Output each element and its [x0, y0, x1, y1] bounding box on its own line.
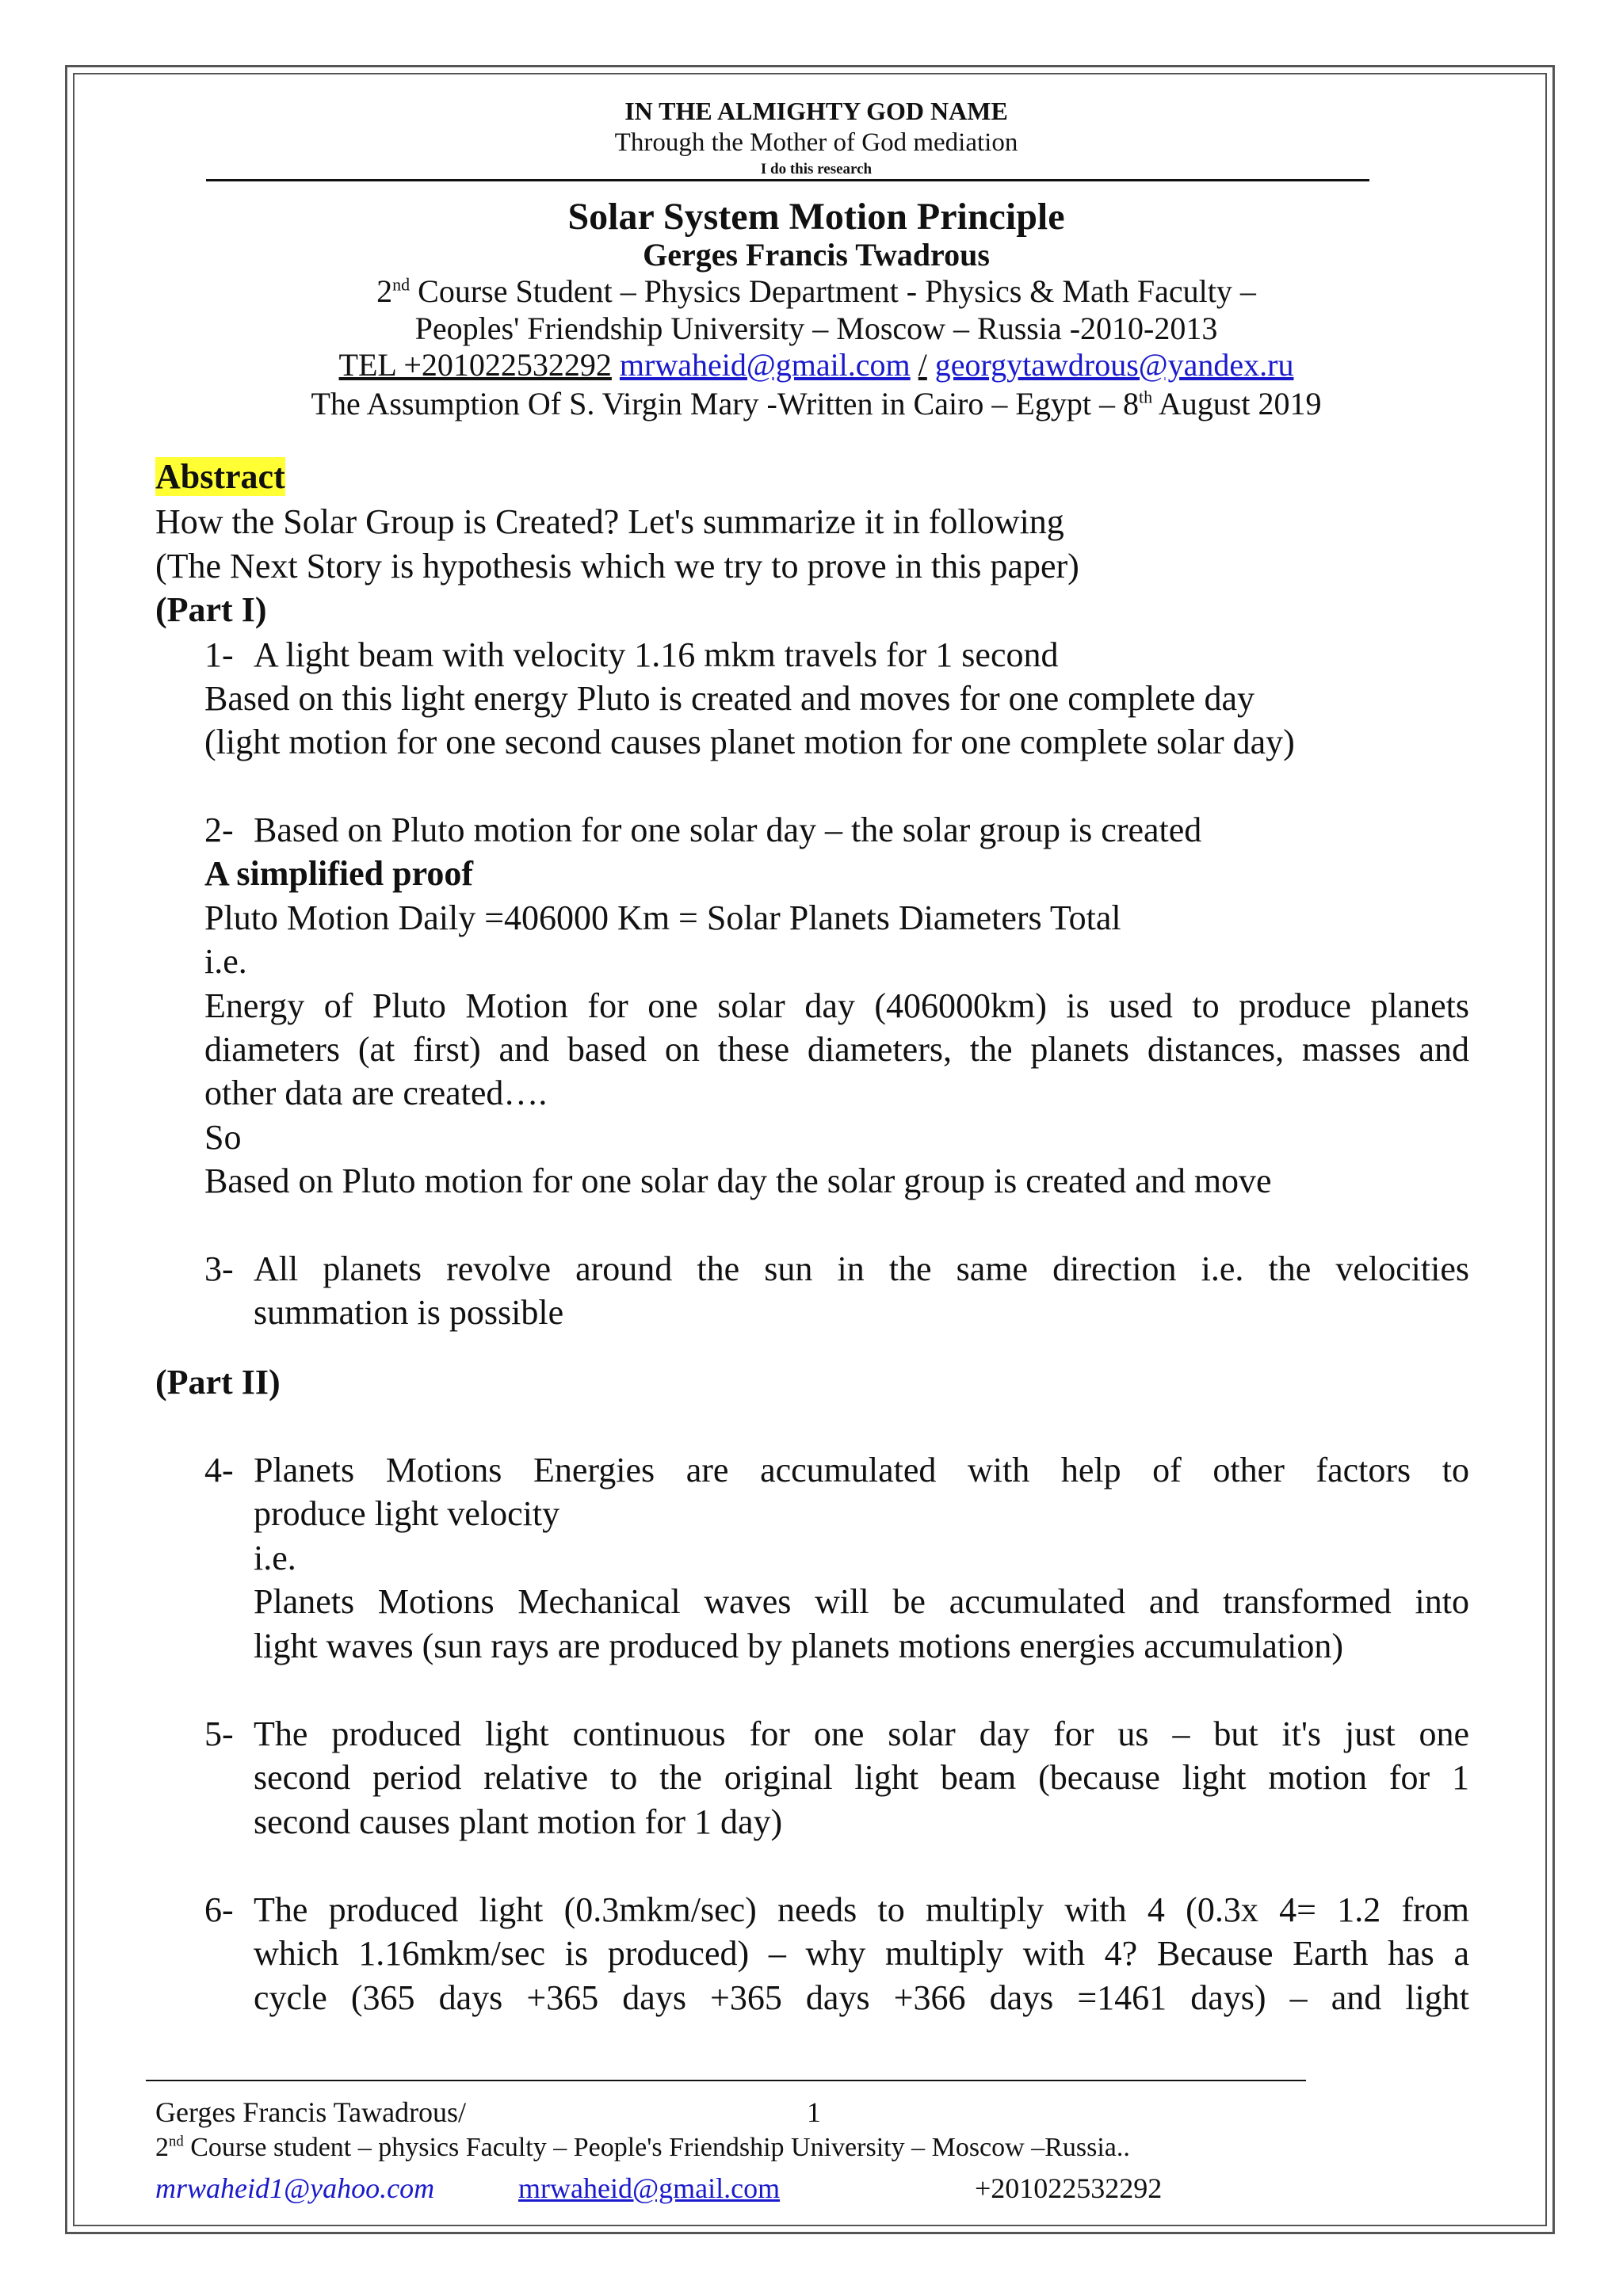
part-two-heading: (Part II) — [155, 1363, 281, 1402]
page-number: 1 — [807, 2096, 821, 2128]
affiliation-line-1 — [0, 273, 1623, 309]
footer-email-gmail[interactable]: mrwaheid@gmail.com — [518, 2172, 781, 2204]
list-item-text: light waves (sun rays are produced by planets motions energies accumulation) — [254, 1627, 1344, 1665]
author-name-text: Gerges Francis Twadrous — [643, 237, 990, 273]
footer-email-yahoo[interactable]: mrwaheid1@yahoo.com — [155, 2172, 435, 2204]
list-item-text: Based on Pluto motion for one solar day the solar group is created and move — [204, 1161, 1272, 1200]
abstract-intro-2: (The Next Story is hypothesis which we try to prove in this paper) — [155, 547, 1079, 585]
research-note: I do this research — [760, 161, 873, 177]
footer-author: Gerges Francis Tawadrous/ — [155, 2096, 467, 2128]
header-rule — [206, 179, 1369, 181]
list-item-text: A light beam with velocity 1.16 mkm travels for 1 second — [254, 635, 1059, 674]
list-item-text: summation is possible — [254, 1293, 564, 1332]
list-item-text: All planets revolve around the sun in the same direction i.e. the velocities — [254, 1249, 1469, 1288]
affiliation-number: 2 — [376, 273, 393, 309]
list-item-text: other data are created…. — [204, 1074, 548, 1112]
dateline-date: August 2019 — [1152, 386, 1322, 421]
footer-phone: +201022532292 — [975, 2172, 1163, 2204]
affiliation-text: Course Student – Physics Department - Physics & Math Faculty – — [418, 273, 1256, 309]
list-item-text: Based on this light energy Pluto is created and moves for one complete day — [204, 679, 1254, 718]
abstract-heading — [155, 457, 285, 496]
list-item-text: produce light velocity — [254, 1494, 560, 1533]
list-item-text: Planets Motions Energies are accumulated with help of other factors to — [254, 1451, 1469, 1489]
list-item-text: The produced light continuous for one solar day for us – but it's just one — [254, 1714, 1469, 1753]
list-item-text: Based on Pluto motion for one solar day – the solar group is created — [254, 810, 1202, 849]
footer-course-text: Course student – physics Faculty – People's Friendship University – Moscow –Russia.. — [183, 2133, 1130, 2162]
proof-heading: A simplified proof — [204, 854, 474, 893]
list-item-number: 5- — [204, 1714, 234, 1753]
list-item-text: Planets Motions Mechanical waves will be accumulated and transformed into — [254, 1582, 1469, 1621]
list-item-text: second causes plant motion for 1 day) — [254, 1802, 783, 1841]
footer-rule — [146, 2080, 1306, 2081]
list-item-number: 1- — [204, 635, 234, 674]
author-name — [0, 239, 1623, 271]
affiliation-ordinal: nd — [392, 274, 411, 295]
list-item-number: 2- — [204, 810, 234, 849]
list-item-text: diameters (at first) and based on these diameters, the planets distances, masses and — [204, 1030, 1469, 1069]
list-item-number: 6- — [204, 1890, 234, 1929]
footer-course — [155, 2134, 1130, 2161]
email-link-yandex[interactable]: georgytawdrous@yandex.ru — [934, 347, 1294, 383]
list-item-number: 3- — [204, 1249, 234, 1288]
email-link-gmail[interactable]: mrwaheid@gmail.com — [619, 347, 911, 383]
dateline-ordinal: th — [1138, 387, 1153, 407]
list-item-text: second period relative to the original light beam (because light motion for 1 — [254, 1758, 1469, 1797]
dateline — [0, 388, 1623, 420]
email-separator: / — [918, 347, 927, 383]
list-item-number: 4- — [204, 1451, 234, 1489]
list-item-text: Pluto Motion Daily =406000 Km = Solar Planets Diameters Total — [204, 898, 1121, 937]
abstract-intro-1: How the Solar Group is Created? Let's summarize it in following — [155, 502, 1064, 541]
list-item-text: which 1.16mkm/sec is produced) – why multiply with 4? Because Earth has a — [254, 1934, 1469, 1973]
list-item-text: cycle (365 days +365 days +365 days +366 days =1461 days) – and light — [254, 1978, 1469, 2017]
abstract-heading-text: Abstract — [155, 457, 285, 496]
list-item-text: Energy of Pluto Motion for one solar day (406000km) is used to produce planets — [204, 986, 1469, 1025]
list-item-text: (light motion for one second causes planet motion for one complete solar day) — [204, 723, 1295, 761]
dedication-line: IN THE ALMIGHTY GOD NAME — [624, 97, 1008, 125]
affiliation-line-2: Peoples' Friendship University – Moscow – Russia -2010-2013 — [414, 311, 1218, 346]
dateline-text: The Assumption Of S. Virgin Mary -Written in Cairo – Egypt – 8 — [311, 386, 1139, 421]
contact-line — [0, 349, 1623, 381]
part-one-heading: (Part I) — [155, 590, 267, 629]
list-item-text: i.e. — [204, 942, 247, 981]
list-item-text: So — [204, 1118, 242, 1157]
mediation-line: Through the Mother of God mediation — [614, 128, 1018, 157]
list-item-text: i.e. — [254, 1539, 296, 1577]
footer-course-ordinal: nd — [169, 2133, 184, 2150]
list-item-text: The produced light (0.3mkm/sec) needs to multiply with 4 (0.3x 4= 1.2 from — [254, 1890, 1469, 1929]
footer-course-number: 2 — [155, 2133, 169, 2162]
page-title: Solar System Motion Principle — [567, 196, 1065, 238]
telephone: TEL +201022532292 — [338, 347, 612, 383]
